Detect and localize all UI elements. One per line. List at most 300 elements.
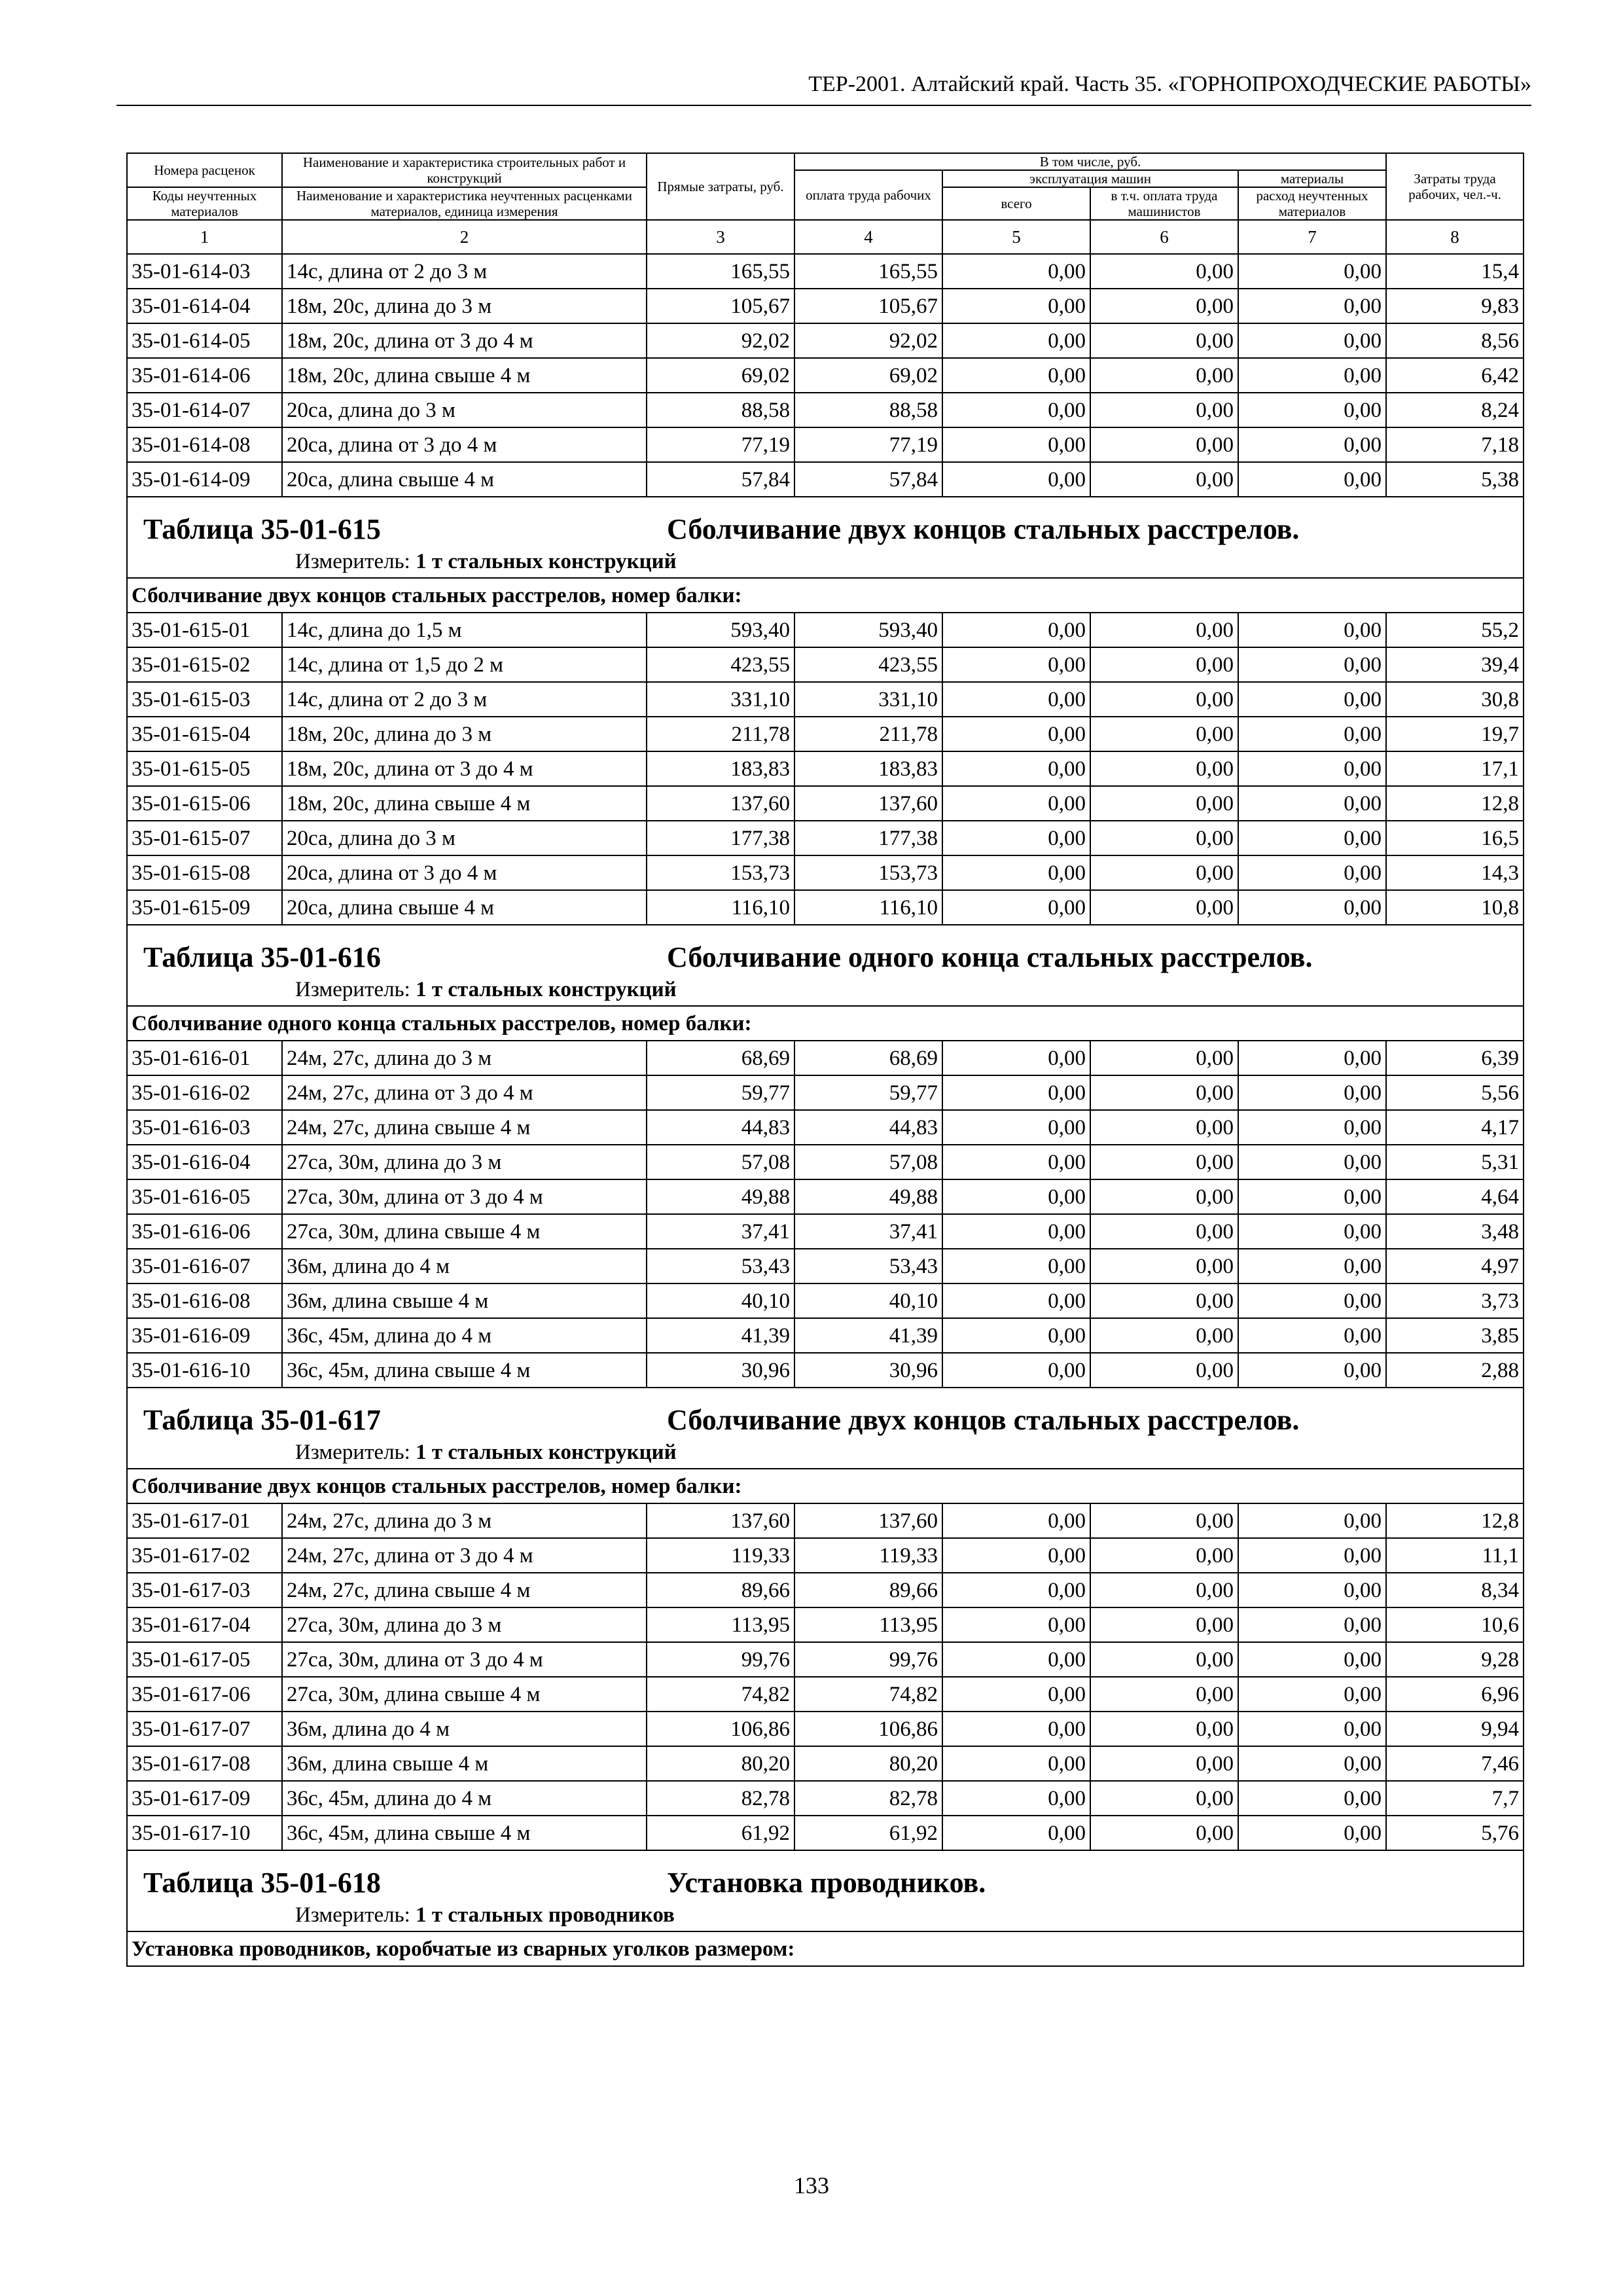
work-description-cell: 36с, 45м, длина свыше 4 м — [282, 1816, 647, 1850]
labor-costs-cell: 19,7 — [1386, 717, 1524, 751]
header-rule — [116, 105, 1531, 106]
operator-pay-cell: 0,00 — [1090, 1110, 1238, 1145]
operator-pay-cell: 0,00 — [1090, 1607, 1238, 1642]
labor-costs-cell: 6,39 — [1386, 1041, 1524, 1075]
header-material-name: Наименование и характеристика неучтенных расценками материалов, единица измерения — [282, 187, 647, 220]
table-row — [127, 647, 1524, 682]
machines-total-cell: 0,00 — [942, 1607, 1090, 1642]
labor-costs-cell: 3,85 — [1386, 1318, 1524, 1353]
labor-costs-cell: 3,48 — [1386, 1214, 1524, 1249]
labor-costs-cell: 7,7 — [1386, 1781, 1524, 1816]
work-description-cell: 36с, 45м, длина до 4 м — [282, 1781, 647, 1816]
table-row — [127, 786, 1524, 821]
work-description-cell: 18м, 20с, длина свыше 4 м — [282, 786, 647, 821]
material-usage-cell: 0,00 — [1238, 1816, 1386, 1850]
section-subheading-row — [127, 1469, 1524, 1503]
direct-costs-cell: 177,38 — [647, 821, 794, 855]
machines-total-cell: 0,00 — [942, 717, 1090, 751]
labor-costs-cell: 5,56 — [1386, 1075, 1524, 1110]
direct-costs-cell: 69,02 — [647, 358, 794, 393]
machines-total-cell: 0,00 — [942, 1041, 1090, 1075]
header-work-name: Наименование и характеристика строительных работ и конструкций — [282, 153, 647, 187]
section-title-line — [132, 497, 1519, 547]
section-subheading-row — [127, 1931, 1524, 1966]
work-description-cell: 36м, длина до 4 м — [282, 1712, 647, 1746]
worker-pay-cell: 113,95 — [794, 1607, 942, 1642]
material-usage-cell: 0,00 — [1238, 1214, 1386, 1249]
header-worker-pay: оплата труда рабочих — [794, 170, 942, 220]
operator-pay-cell: 0,00 — [1090, 647, 1238, 682]
worker-pay-cell: 40,10 — [794, 1283, 942, 1318]
rate-code-cell: 35-01-616-02 — [127, 1075, 282, 1110]
worker-pay-cell: 165,55 — [794, 254, 942, 289]
table-row — [127, 1677, 1524, 1712]
work-description-cell: 24м, 27с, длина от 3 до 4 м — [282, 1538, 647, 1573]
direct-costs-cell: 106,86 — [647, 1712, 794, 1746]
table-row — [127, 1145, 1524, 1179]
worker-pay-cell: 88,58 — [794, 393, 942, 427]
rate-code-cell: 35-01-617-03 — [127, 1573, 282, 1607]
machines-total-cell: 0,00 — [942, 890, 1090, 925]
header-machine-operation: эксплуатация машин — [942, 170, 1238, 187]
material-usage-cell: 0,00 — [1238, 1041, 1386, 1075]
labor-costs-cell: 6,42 — [1386, 358, 1524, 393]
table-row — [127, 1249, 1524, 1283]
rate-code-cell: 35-01-615-07 — [127, 821, 282, 855]
table-row — [127, 1353, 1524, 1388]
work-description-cell: 20са, длина до 3 м — [282, 393, 647, 427]
direct-costs-cell: 41,39 — [647, 1318, 794, 1353]
work-description-cell: 20са, длина свыше 4 м — [282, 890, 647, 925]
machines-total-cell: 0,00 — [942, 1573, 1090, 1607]
labor-costs-cell: 4,64 — [1386, 1179, 1524, 1214]
labor-costs-cell: 6,96 — [1386, 1677, 1524, 1712]
worker-pay-cell: 57,08 — [794, 1145, 942, 1179]
rate-code-cell: 35-01-616-08 — [127, 1283, 282, 1318]
work-description-cell: 24м, 27с, длина до 3 м — [282, 1503, 647, 1538]
work-description-cell: 18м, 20с, длина до 3 м — [282, 289, 647, 323]
direct-costs-cell: 89,66 — [647, 1573, 794, 1607]
labor-costs-cell: 5,38 — [1386, 462, 1524, 497]
rate-code-cell: 35-01-617-05 — [127, 1642, 282, 1677]
material-usage-cell: 0,00 — [1238, 1573, 1386, 1607]
worker-pay-cell: 57,84 — [794, 462, 942, 497]
section-title-line — [132, 1388, 1519, 1438]
rates-table-body — [127, 153, 1524, 1966]
material-usage-cell: 0,00 — [1238, 1503, 1386, 1538]
machines-total-cell: 0,00 — [942, 1712, 1090, 1746]
table-row — [127, 890, 1524, 925]
material-usage-cell: 0,00 — [1238, 1607, 1386, 1642]
table-row — [127, 855, 1524, 890]
table-row — [127, 254, 1524, 289]
labor-costs-cell: 14,3 — [1386, 855, 1524, 890]
worker-pay-cell: 41,39 — [794, 1318, 942, 1353]
worker-pay-cell: 105,67 — [794, 289, 942, 323]
direct-costs-cell: 57,84 — [647, 462, 794, 497]
operator-pay-cell: 0,00 — [1090, 1816, 1238, 1850]
section-meter — [132, 1438, 1519, 1468]
section-subheading: Сболчивание двух концов стальных расстрелов, номер балки: — [127, 578, 1524, 613]
rate-code-cell: 35-01-617-01 — [127, 1503, 282, 1538]
material-usage-cell: 0,00 — [1238, 358, 1386, 393]
work-description-cell: 18м, 20с, длина от 3 до 4 м — [282, 751, 647, 786]
rate-code-cell: 35-01-615-05 — [127, 751, 282, 786]
operator-pay-cell: 0,00 — [1090, 751, 1238, 786]
header-machines-total: всего — [942, 187, 1090, 220]
rate-code-cell: 35-01-615-02 — [127, 647, 282, 682]
material-usage-cell: 0,00 — [1238, 1677, 1386, 1712]
section-number: Таблица 35-01-617 — [143, 1404, 381, 1436]
column-number: 6 — [1090, 220, 1238, 254]
direct-costs-cell: 44,83 — [647, 1110, 794, 1145]
table-row — [127, 1075, 1524, 1110]
rate-code-cell: 35-01-615-01 — [127, 613, 282, 647]
rate-code-cell: 35-01-616-05 — [127, 1179, 282, 1214]
rate-code-cell: 35-01-614-08 — [127, 427, 282, 462]
direct-costs-cell: 40,10 — [647, 1283, 794, 1318]
table-section-header — [127, 497, 1524, 578]
machines-total-cell: 0,00 — [942, 462, 1090, 497]
labor-costs-cell: 9,83 — [1386, 289, 1524, 323]
work-description-cell: 27са, 30м, длина от 3 до 4 м — [282, 1179, 647, 1214]
machines-total-cell: 0,00 — [942, 323, 1090, 358]
material-usage-cell: 0,00 — [1238, 323, 1386, 358]
rate-code-cell: 35-01-614-05 — [127, 323, 282, 358]
machines-total-cell: 0,00 — [942, 613, 1090, 647]
operator-pay-cell: 0,00 — [1090, 613, 1238, 647]
section-heading-cell — [127, 497, 1524, 578]
machines-total-cell: 0,00 — [942, 289, 1090, 323]
operator-pay-cell: 0,00 — [1090, 323, 1238, 358]
operator-pay-cell: 0,00 — [1090, 786, 1238, 821]
header-labor-costs: Затраты труда рабочих, чел.-ч. — [1386, 153, 1524, 220]
material-usage-cell: 0,00 — [1238, 613, 1386, 647]
machines-total-cell: 0,00 — [942, 1781, 1090, 1816]
direct-costs-cell: 68,69 — [647, 1041, 794, 1075]
machines-total-cell: 0,00 — [942, 855, 1090, 890]
rate-code-cell: 35-01-617-06 — [127, 1677, 282, 1712]
work-description-cell: 20са, длина свыше 4 м — [282, 462, 647, 497]
operator-pay-cell: 0,00 — [1090, 1318, 1238, 1353]
labor-costs-cell: 12,8 — [1386, 786, 1524, 821]
direct-costs-cell: 105,67 — [647, 289, 794, 323]
header-direct-costs: Прямые затраты, руб. — [647, 153, 794, 220]
labor-costs-cell: 10,6 — [1386, 1607, 1524, 1642]
direct-costs-cell: 331,10 — [647, 682, 794, 717]
table-row — [127, 1318, 1524, 1353]
header-material-usage: расход неучтенных материалов — [1238, 187, 1386, 220]
worker-pay-cell: 116,10 — [794, 890, 942, 925]
section-heading-cell — [127, 1850, 1524, 1931]
direct-costs-cell: 53,43 — [647, 1249, 794, 1283]
machines-total-cell: 0,00 — [942, 1677, 1090, 1712]
material-usage-cell: 0,00 — [1238, 1712, 1386, 1746]
direct-costs-cell: 61,92 — [647, 1816, 794, 1850]
rate-code-cell: 35-01-617-08 — [127, 1746, 282, 1781]
section-title: Сболчивание одного конца стальных расстрелов. — [667, 941, 1313, 973]
section-heading-cell — [127, 925, 1524, 1006]
operator-pay-cell: 0,00 — [1090, 254, 1238, 289]
work-description-cell: 14с, длина от 2 до 3 м — [282, 682, 647, 717]
machines-total-cell: 0,00 — [942, 1642, 1090, 1677]
machines-total-cell: 0,00 — [942, 1538, 1090, 1573]
table-row — [127, 1816, 1524, 1850]
machines-total-cell: 0,00 — [942, 786, 1090, 821]
section-heading-cell — [127, 1388, 1524, 1469]
column-number: 4 — [794, 220, 942, 254]
table-row — [127, 1041, 1524, 1075]
section-subheading: Сболчивание двух концов стальных расстрелов, номер балки: — [127, 1469, 1524, 1503]
machines-total-cell: 0,00 — [942, 1110, 1090, 1145]
worker-pay-cell: 44,83 — [794, 1110, 942, 1145]
work-description-cell: 18м, 20с, длина от 3 до 4 м — [282, 323, 647, 358]
section-title: Сболчивание двух концов стальных расстрелов. — [667, 513, 1300, 545]
direct-costs-cell: 113,95 — [647, 1607, 794, 1642]
material-usage-cell: 0,00 — [1238, 427, 1386, 462]
worker-pay-cell: 177,38 — [794, 821, 942, 855]
work-description-cell: 27са, 30м, длина свыше 4 м — [282, 1214, 647, 1249]
worker-pay-cell: 37,41 — [794, 1214, 942, 1249]
direct-costs-cell: 211,78 — [647, 717, 794, 751]
table-row — [127, 1642, 1524, 1677]
table-section-header — [127, 925, 1524, 1006]
section-number: Таблица 35-01-615 — [143, 513, 381, 545]
operator-pay-cell: 0,00 — [1090, 1353, 1238, 1388]
labor-costs-cell: 9,28 — [1386, 1642, 1524, 1677]
operator-pay-cell: 0,00 — [1090, 1283, 1238, 1318]
labor-costs-cell: 55,2 — [1386, 613, 1524, 647]
direct-costs-cell: 82,78 — [647, 1781, 794, 1816]
direct-costs-cell: 593,40 — [647, 613, 794, 647]
worker-pay-cell: 92,02 — [794, 323, 942, 358]
worker-pay-cell: 77,19 — [794, 427, 942, 462]
machines-total-cell: 0,00 — [942, 1816, 1090, 1850]
worker-pay-cell: 61,92 — [794, 1816, 942, 1850]
material-usage-cell: 0,00 — [1238, 1110, 1386, 1145]
material-usage-cell: 0,00 — [1238, 890, 1386, 925]
machines-total-cell: 0,00 — [942, 1145, 1090, 1179]
labor-costs-cell: 5,31 — [1386, 1145, 1524, 1179]
worker-pay-cell: 53,43 — [794, 1249, 942, 1283]
rate-code-cell: 35-01-616-07 — [127, 1249, 282, 1283]
meter-value: 1 т стальных конструкций — [416, 1441, 677, 1464]
direct-costs-cell: 153,73 — [647, 855, 794, 890]
operator-pay-cell: 0,00 — [1090, 682, 1238, 717]
direct-costs-cell: 37,41 — [647, 1214, 794, 1249]
material-usage-cell: 0,00 — [1238, 717, 1386, 751]
operator-pay-cell: 0,00 — [1090, 1712, 1238, 1746]
operator-pay-cell: 0,00 — [1090, 1677, 1238, 1712]
table-row — [127, 393, 1524, 427]
table-row — [127, 682, 1524, 717]
operator-pay-cell: 0,00 — [1090, 1573, 1238, 1607]
work-description-cell: 20са, длина до 3 м — [282, 821, 647, 855]
operator-pay-cell: 0,00 — [1090, 1538, 1238, 1573]
column-number: 7 — [1238, 220, 1386, 254]
machines-total-cell: 0,00 — [942, 1746, 1090, 1781]
labor-costs-cell: 17,1 — [1386, 751, 1524, 786]
worker-pay-cell: 89,66 — [794, 1573, 942, 1607]
worker-pay-cell: 119,33 — [794, 1538, 942, 1573]
section-number: Таблица 35-01-618 — [143, 1867, 381, 1899]
operator-pay-cell: 0,00 — [1090, 462, 1238, 497]
running-header: ТЕР-2001. Алтайский край. Часть 35. «ГОРНОПРОХОДЧЕСКИЕ РАБОТЫ» — [808, 72, 1531, 96]
labor-costs-cell: 8,34 — [1386, 1573, 1524, 1607]
machines-total-cell: 0,00 — [942, 682, 1090, 717]
work-description-cell: 27са, 30м, длина свыше 4 м — [282, 1677, 647, 1712]
rate-code-cell: 35-01-616-06 — [127, 1214, 282, 1249]
meter-label: Измеритель: — [295, 978, 410, 1001]
direct-costs-cell: 423,55 — [647, 647, 794, 682]
direct-costs-cell: 137,60 — [647, 786, 794, 821]
operator-pay-cell: 0,00 — [1090, 358, 1238, 393]
direct-costs-cell: 77,19 — [647, 427, 794, 462]
operator-pay-cell: 0,00 — [1090, 1214, 1238, 1249]
section-title-line — [132, 1851, 1519, 1901]
direct-costs-cell: 183,83 — [647, 751, 794, 786]
labor-costs-cell: 3,73 — [1386, 1283, 1524, 1318]
work-description-cell: 36с, 45м, длина свыше 4 м — [282, 1353, 647, 1388]
header-operator-pay: в т.ч. оплата труда машинистов — [1090, 187, 1238, 220]
rate-code-cell: 35-01-617-07 — [127, 1712, 282, 1746]
column-number: 1 — [127, 220, 282, 254]
table-row — [127, 751, 1524, 786]
section-meter — [132, 975, 1519, 1005]
labor-costs-cell: 39,4 — [1386, 647, 1524, 682]
material-usage-cell: 0,00 — [1238, 1179, 1386, 1214]
material-usage-cell: 0,00 — [1238, 1642, 1386, 1677]
rate-code-cell: 35-01-617-10 — [127, 1816, 282, 1850]
table-row — [127, 427, 1524, 462]
worker-pay-cell: 423,55 — [794, 647, 942, 682]
direct-costs-cell: 49,88 — [647, 1179, 794, 1214]
page-number: 133 — [794, 2172, 829, 2198]
material-usage-cell: 0,00 — [1238, 1283, 1386, 1318]
operator-pay-cell: 0,00 — [1090, 1781, 1238, 1816]
direct-costs-cell: 80,20 — [647, 1746, 794, 1781]
table-row — [127, 1573, 1524, 1607]
work-description-cell: 36м, длина свыше 4 м — [282, 1283, 647, 1318]
operator-pay-cell: 0,00 — [1090, 427, 1238, 462]
work-description-cell: 27са, 30м, длина до 3 м — [282, 1607, 647, 1642]
rate-code-cell: 35-01-614-03 — [127, 254, 282, 289]
direct-costs-cell: 116,10 — [647, 890, 794, 925]
labor-costs-cell: 5,76 — [1386, 1816, 1524, 1850]
worker-pay-cell: 137,60 — [794, 1503, 942, 1538]
material-usage-cell: 0,00 — [1238, 821, 1386, 855]
material-usage-cell: 0,00 — [1238, 751, 1386, 786]
work-description-cell: 24м, 27с, длина свыше 4 м — [282, 1573, 647, 1607]
rate-code-cell: 35-01-616-10 — [127, 1353, 282, 1388]
operator-pay-cell: 0,00 — [1090, 393, 1238, 427]
worker-pay-cell: 331,10 — [794, 682, 942, 717]
rate-code-cell: 35-01-617-09 — [127, 1781, 282, 1816]
labor-costs-cell: 11,1 — [1386, 1538, 1524, 1573]
table-row — [127, 613, 1524, 647]
labor-costs-cell: 12,8 — [1386, 1503, 1524, 1538]
machines-total-cell: 0,00 — [942, 1283, 1090, 1318]
rate-code-cell: 35-01-617-04 — [127, 1607, 282, 1642]
operator-pay-cell: 0,00 — [1090, 1642, 1238, 1677]
section-subheading: Установка проводников, коробчатые из сварных уголков размером: — [127, 1931, 1524, 1966]
operator-pay-cell: 0,00 — [1090, 289, 1238, 323]
material-usage-cell: 0,00 — [1238, 1075, 1386, 1110]
material-usage-cell: 0,00 — [1238, 786, 1386, 821]
operator-pay-cell: 0,00 — [1090, 1145, 1238, 1179]
work-description-cell: 36м, длина до 4 м — [282, 1249, 647, 1283]
worker-pay-cell: 153,73 — [794, 855, 942, 890]
section-subheading-row — [127, 1006, 1524, 1041]
machines-total-cell: 0,00 — [942, 647, 1090, 682]
column-number: 2 — [282, 220, 647, 254]
direct-costs-cell: 88,58 — [647, 393, 794, 427]
labor-costs-cell: 2,88 — [1386, 1353, 1524, 1388]
material-usage-cell: 0,00 — [1238, 289, 1386, 323]
material-usage-cell: 0,00 — [1238, 1249, 1386, 1283]
operator-pay-cell: 0,00 — [1090, 1746, 1238, 1781]
meter-label: Измеритель: — [295, 1903, 410, 1927]
column-number: 8 — [1386, 220, 1524, 254]
table-row — [127, 323, 1524, 358]
column-number: 5 — [942, 220, 1090, 254]
labor-costs-cell: 10,8 — [1386, 890, 1524, 925]
worker-pay-cell: 99,76 — [794, 1642, 942, 1677]
work-description-cell: 36с, 45м, длина до 4 м — [282, 1318, 647, 1353]
operator-pay-cell: 0,00 — [1090, 1503, 1238, 1538]
direct-costs-cell: 92,02 — [647, 323, 794, 358]
rate-code-cell: 35-01-615-03 — [127, 682, 282, 717]
meter-label: Измеритель: — [295, 1441, 410, 1464]
rate-code-cell: 35-01-614-06 — [127, 358, 282, 393]
labor-costs-cell: 4,17 — [1386, 1110, 1524, 1145]
work-description-cell: 24м, 27с, длина до 3 м — [282, 1041, 647, 1075]
rate-code-cell: 35-01-616-03 — [127, 1110, 282, 1145]
material-usage-cell: 0,00 — [1238, 1746, 1386, 1781]
column-number: 3 — [647, 220, 794, 254]
operator-pay-cell: 0,00 — [1090, 1041, 1238, 1075]
header-rate-numbers: Номера расценок — [127, 153, 282, 187]
material-usage-cell: 0,00 — [1238, 1353, 1386, 1388]
work-description-cell: 14с, длина от 2 до 3 м — [282, 254, 647, 289]
direct-costs-cell: 57,08 — [647, 1145, 794, 1179]
table-row — [127, 1781, 1524, 1816]
machines-total-cell: 0,00 — [942, 1179, 1090, 1214]
operator-pay-cell: 0,00 — [1090, 1249, 1238, 1283]
rates-table-container — [126, 152, 1523, 1967]
section-subheading-row — [127, 578, 1524, 613]
table-row — [127, 1214, 1524, 1249]
rate-code-cell: 35-01-616-04 — [127, 1145, 282, 1179]
labor-costs-cell: 7,46 — [1386, 1746, 1524, 1781]
labor-costs-cell: 9,94 — [1386, 1712, 1524, 1746]
machines-total-cell: 0,00 — [942, 358, 1090, 393]
table-section-header — [127, 1850, 1524, 1931]
table-row — [127, 1110, 1524, 1145]
machines-total-cell: 0,00 — [942, 1318, 1090, 1353]
material-usage-cell: 0,00 — [1238, 1781, 1386, 1816]
section-title: Установка проводников. — [667, 1867, 986, 1899]
operator-pay-cell: 0,00 — [1090, 821, 1238, 855]
work-description-cell: 20са, длина от 3 до 4 м — [282, 855, 647, 890]
operator-pay-cell: 0,00 — [1090, 717, 1238, 751]
direct-costs-cell: 30,96 — [647, 1353, 794, 1388]
table-row — [127, 821, 1524, 855]
material-usage-cell: 0,00 — [1238, 462, 1386, 497]
material-usage-cell: 0,00 — [1238, 1145, 1386, 1179]
work-description-cell: 27са, 30м, длина до 3 м — [282, 1145, 647, 1179]
direct-costs-cell: 99,76 — [647, 1642, 794, 1677]
